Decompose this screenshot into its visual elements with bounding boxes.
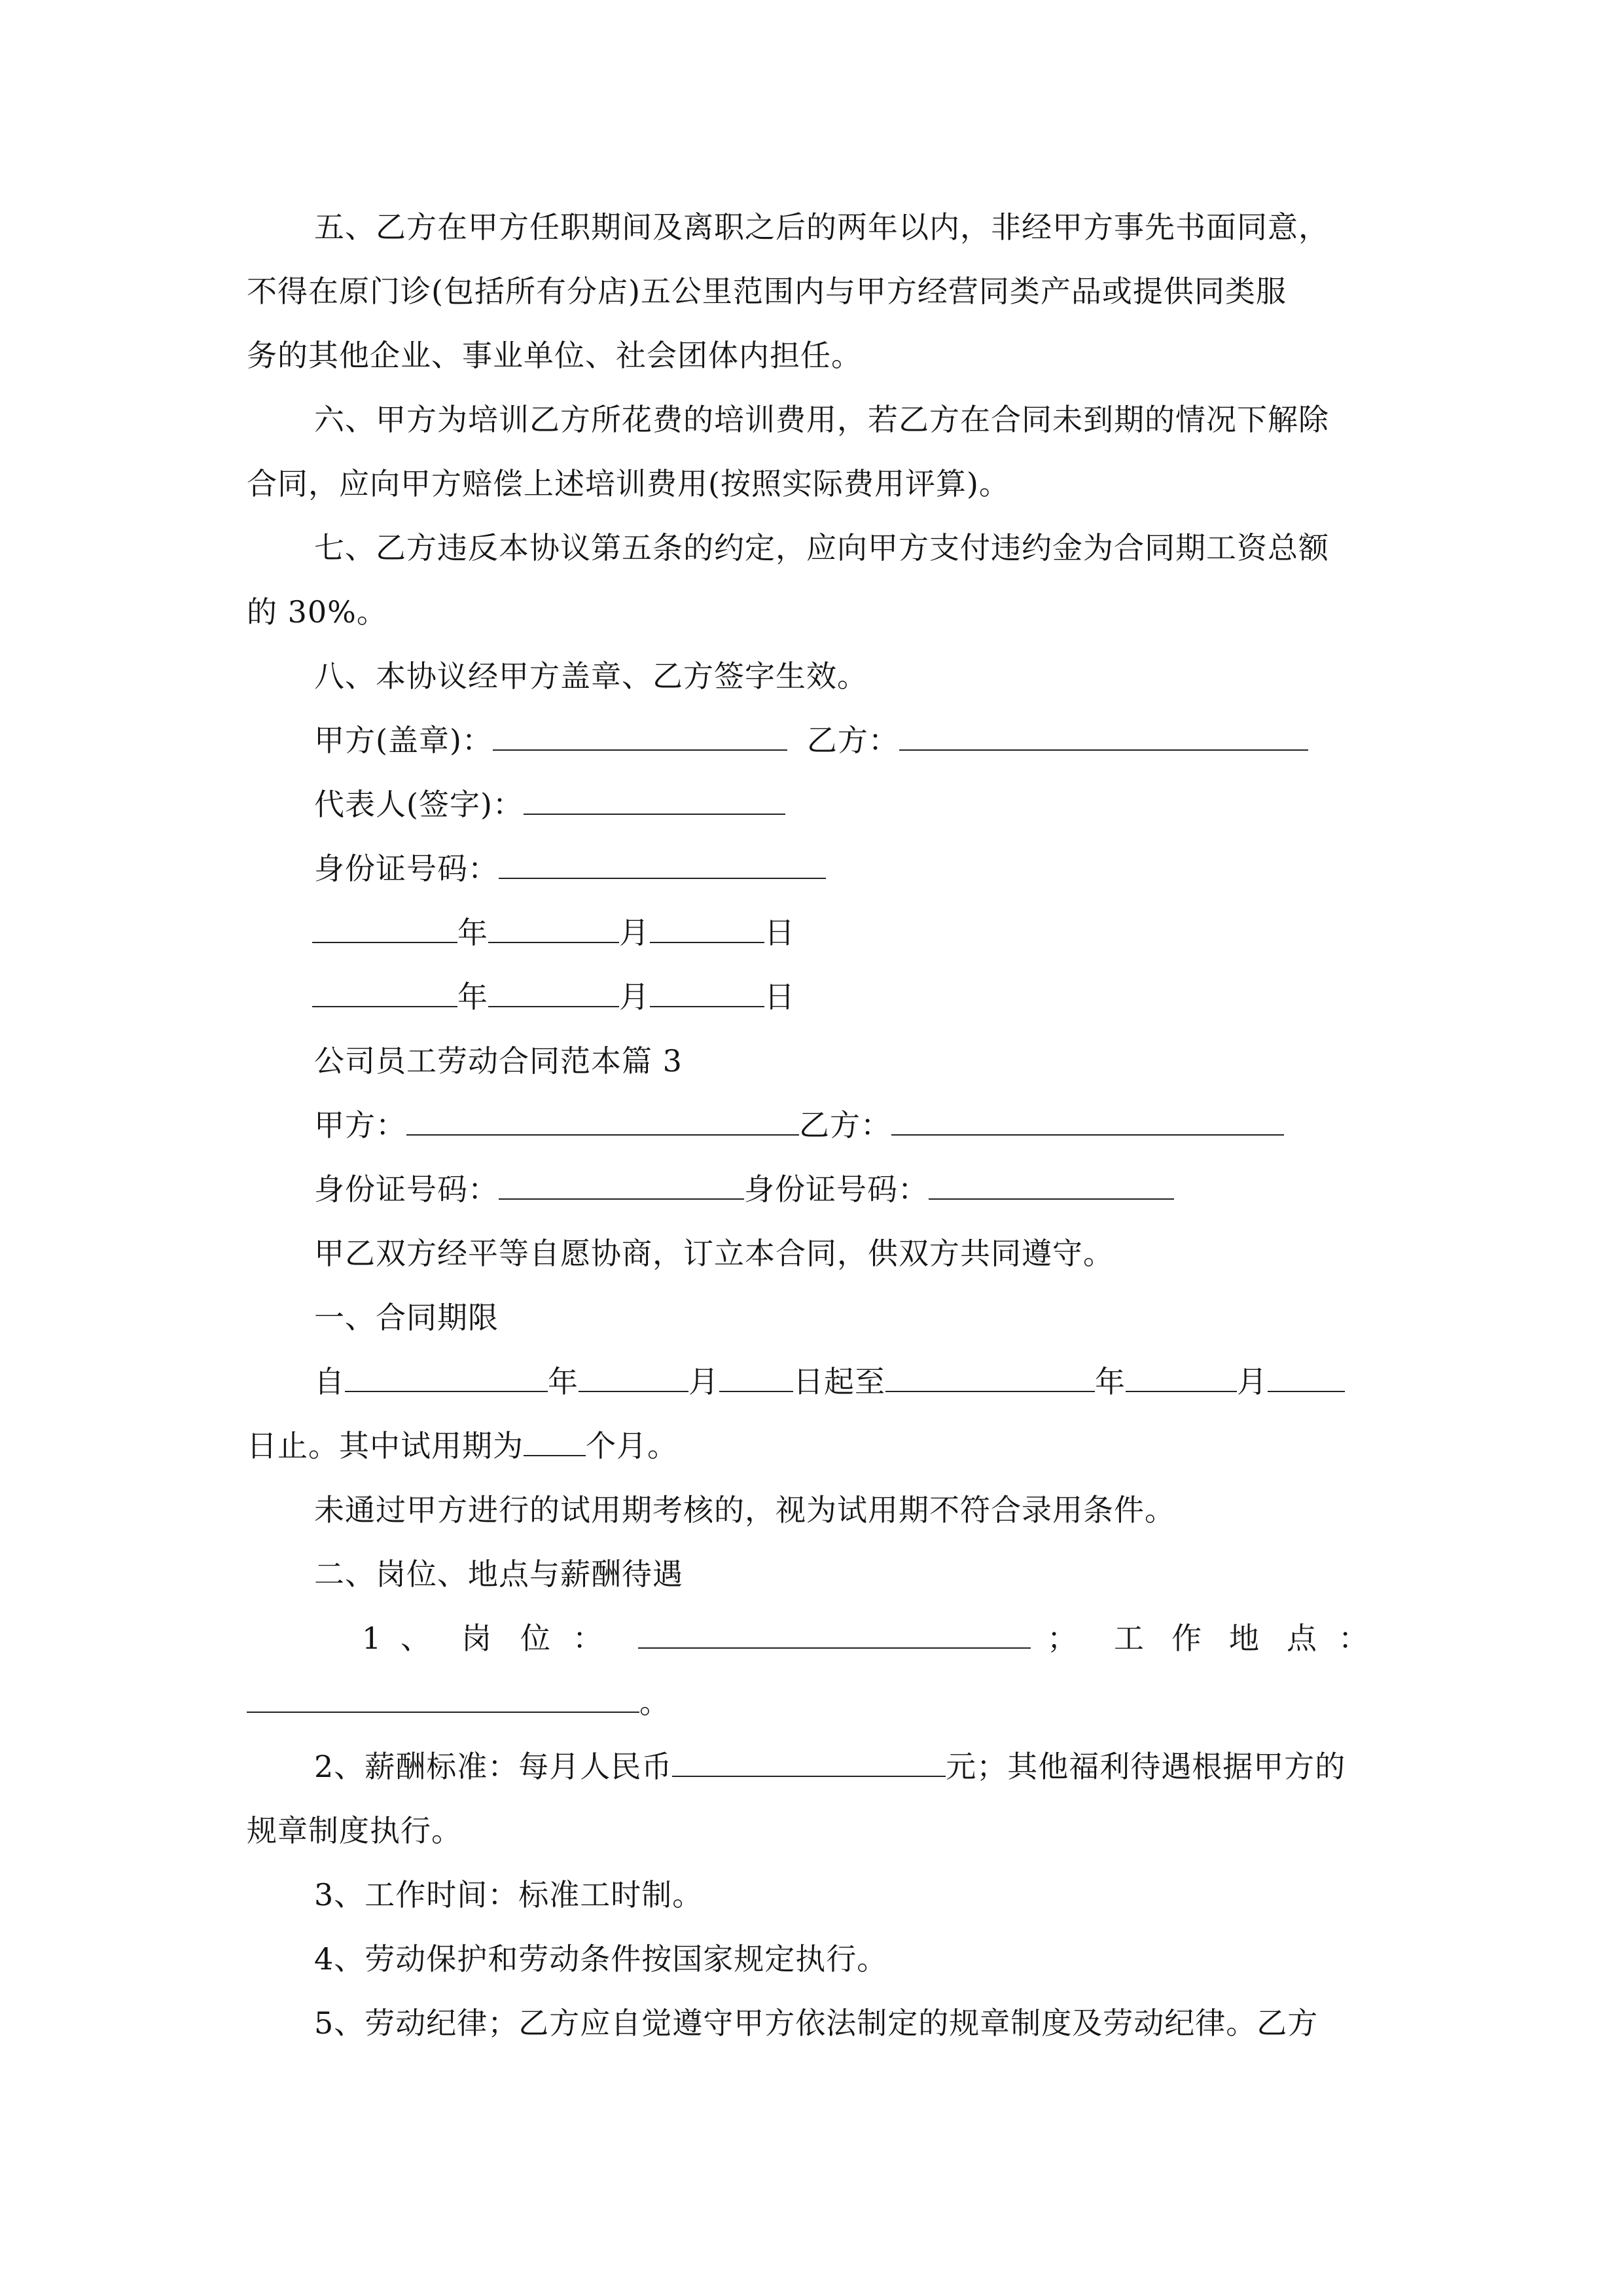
heading-contract-term: 一、合同期限 bbox=[314, 1300, 499, 1335]
date-1-day-blank[interactable] bbox=[650, 913, 764, 943]
date-2-month-blank[interactable] bbox=[488, 977, 619, 1007]
item-1-char-zuo: 作 bbox=[1171, 1621, 1202, 1656]
position-blank[interactable] bbox=[638, 1619, 1031, 1649]
clause-6-line-2: 合同，应向甲方赔偿上述培训费用(按照实际费用评算)。 bbox=[247, 466, 1010, 501]
probation-months-blank[interactable] bbox=[524, 1426, 586, 1456]
term-start-day-blank[interactable] bbox=[719, 1362, 793, 1392]
term-row-1 bbox=[314, 1362, 1345, 1401]
item-3: 3、工作时间：标准工时制。 bbox=[314, 1877, 704, 1912]
term-start-month-blank[interactable] bbox=[579, 1362, 688, 1392]
probation-months-label: 个月。 bbox=[586, 1428, 678, 1463]
item-1-char-dian: 点 bbox=[1287, 1621, 1317, 1656]
id-number-row bbox=[314, 849, 826, 888]
date-2-day-label: 日 bbox=[764, 979, 795, 1014]
contract-id-a-blank[interactable] bbox=[499, 1170, 744, 1200]
clause-8: 八、本协议经甲方盖章、乙方签字生效。 bbox=[314, 658, 868, 694]
term-end-year-label: 年 bbox=[1095, 1364, 1126, 1399]
date-2-day-blank[interactable] bbox=[650, 977, 764, 1007]
term-from-label: 自 bbox=[314, 1364, 345, 1399]
heading-position-salary: 二、岗位、地点与薪酬待遇 bbox=[314, 1556, 683, 1592]
contract-parties-row bbox=[314, 1105, 1284, 1145]
date-row-2 bbox=[312, 977, 795, 1016]
clause-5-line-3: 务的其他企业、事业单位、社会团体内担任。 bbox=[247, 338, 862, 373]
date-1-month-label: 月 bbox=[619, 915, 650, 950]
date-2-year-label: 年 bbox=[457, 979, 488, 1014]
item-2-line-2: 规章制度执行。 bbox=[247, 1813, 462, 1848]
item-1-separator: 、 bbox=[401, 1621, 431, 1656]
term-end-label: 日止。其中试用期为 bbox=[247, 1428, 524, 1463]
item-1-line-2 bbox=[247, 1683, 670, 1722]
party-b-label: 乙方： bbox=[806, 723, 899, 758]
term-end-month-blank[interactable] bbox=[1126, 1362, 1237, 1392]
contract-id-a-label: 身份证号码： bbox=[314, 1172, 499, 1207]
id-number-blank[interactable] bbox=[499, 849, 826, 879]
contract-party-a-blank[interactable] bbox=[406, 1105, 799, 1136]
representative-label: 代表人(签字)： bbox=[314, 787, 524, 822]
clause-5-line-2: 不得在原门诊(包括所有分店)五公里范围内与甲方经营同类产品或提供同类服 bbox=[247, 274, 1287, 309]
term-start-year-label: 年 bbox=[548, 1364, 579, 1399]
date-2-month-label: 月 bbox=[619, 979, 650, 1014]
contract-party-a-label: 甲方： bbox=[314, 1107, 406, 1143]
item-1-char-wei: 位 bbox=[520, 1621, 550, 1656]
item-1-colon: ： bbox=[573, 1621, 603, 1656]
date-2-year-blank[interactable] bbox=[312, 977, 457, 1007]
item-5: 5、劳动纪律；乙方应自觉遵守甲方依法制定的规章制度及劳动纪律。乙方 bbox=[314, 2005, 1319, 2041]
signature-party-a-row bbox=[314, 721, 1308, 760]
party-b-signature-blank[interactable] bbox=[899, 721, 1308, 751]
salary-unit-label: 元；其他福利待遇根据甲方的 bbox=[946, 1749, 1346, 1784]
item-1-char-gong: 工 bbox=[1114, 1621, 1144, 1656]
item-1-char-gang: 岗 bbox=[461, 1621, 491, 1656]
clause-5-line-1: 五、乙方在甲方任职期间及离职之后的两年以内，非经甲方事先书面同意， bbox=[314, 209, 1329, 245]
term-start-month-label: 月 bbox=[688, 1364, 719, 1399]
term-start-day-label: 日起至 bbox=[793, 1364, 885, 1399]
item-2-line-1 bbox=[314, 1747, 1346, 1786]
date-1-year-label: 年 bbox=[457, 915, 488, 950]
contract-party-b-blank[interactable] bbox=[891, 1105, 1284, 1136]
party-a-seal-label: 甲方(盖章)： bbox=[314, 723, 493, 758]
date-1-year-blank[interactable] bbox=[312, 913, 457, 943]
item-1-number: 1 bbox=[362, 1621, 382, 1656]
contract-id-b-label: 身份证号码： bbox=[744, 1172, 929, 1207]
term-row-2 bbox=[247, 1426, 678, 1465]
item-1-char-di: 地 bbox=[1229, 1621, 1259, 1656]
contract-party-b-label: 乙方： bbox=[799, 1107, 891, 1143]
contract-intro: 甲乙双方经平等自愿协商，订立本合同，供双方共同遵守。 bbox=[314, 1236, 1114, 1271]
item-1-colon-2: ： bbox=[1338, 1621, 1368, 1656]
representative-signature-blank[interactable] bbox=[524, 785, 785, 815]
term-end-day-blank[interactable] bbox=[1268, 1362, 1345, 1392]
clause-7-line-1: 七、乙方违反本协议第五条的约定，应向甲方支付违约金为合同期工资总额 bbox=[314, 530, 1329, 565]
date-row-1 bbox=[312, 913, 795, 952]
term-start-year-blank[interactable] bbox=[345, 1362, 548, 1392]
salary-label: 2、薪酬标准：每月人民币 bbox=[314, 1749, 673, 1784]
contract-id-row bbox=[314, 1170, 1174, 1209]
clause-7-line-2: 的 30%。 bbox=[247, 594, 387, 630]
contract-id-b-blank[interactable] bbox=[929, 1170, 1174, 1200]
term-end-year-blank[interactable] bbox=[885, 1362, 1095, 1392]
item-4: 4、劳动保护和劳动条件按国家规定执行。 bbox=[314, 1941, 888, 1977]
probation-note: 未通过甲方进行的试用期考核的，视为试用期不符合录用条件。 bbox=[314, 1492, 1175, 1528]
work-location-blank[interactable] bbox=[247, 1683, 639, 1713]
salary-amount-blank[interactable] bbox=[672, 1747, 946, 1777]
id-number-label: 身份证号码： bbox=[314, 851, 499, 886]
item-1-semicolon: ； bbox=[1047, 1621, 1077, 1656]
term-end-month-label: 月 bbox=[1237, 1364, 1268, 1399]
section-title: 公司员工劳动合同范本篇 3 bbox=[314, 1043, 683, 1079]
date-1-day-label: 日 bbox=[764, 915, 795, 950]
party-a-seal-blank[interactable] bbox=[493, 721, 787, 751]
item-1-end: 。 bbox=[639, 1685, 670, 1720]
clause-6-line-1: 六、甲方为培训乙方所花费的培训费用，若乙方在合同未到期的情况下解除 bbox=[314, 402, 1329, 437]
representative-row bbox=[314, 785, 785, 824]
date-1-month-blank[interactable] bbox=[488, 913, 619, 943]
